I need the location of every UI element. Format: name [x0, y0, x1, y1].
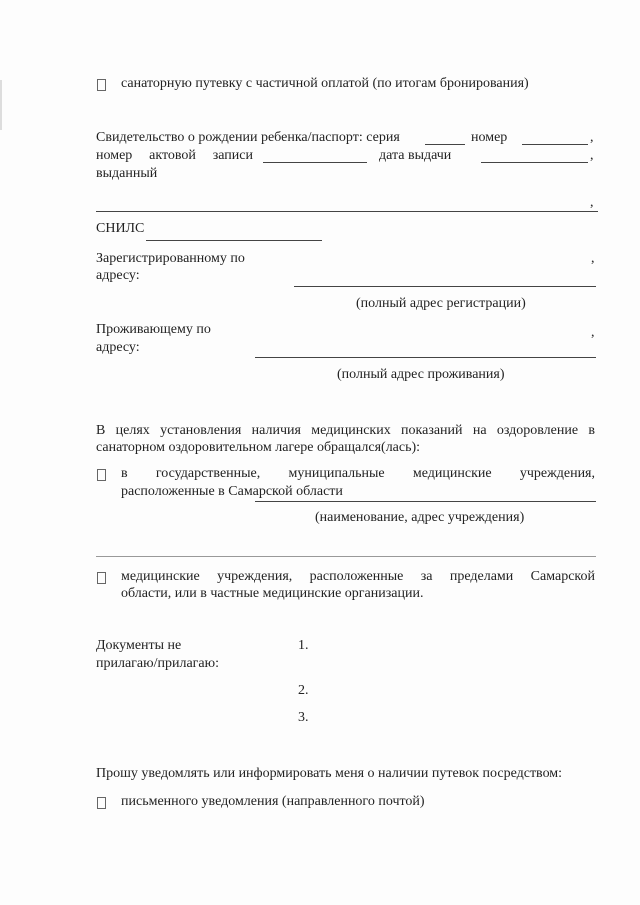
issued-by-comma: , — [590, 195, 594, 210]
registered-address-caption: (полный адрес регистрации) — [356, 296, 526, 311]
registered-comma: , — [591, 251, 595, 266]
residing-address-caption: (полный адрес проживания) — [337, 367, 505, 382]
document-item-3: 3. — [298, 710, 309, 725]
document-item-2: 2. — [298, 683, 309, 698]
issued-by-field[interactable] — [96, 211, 598, 212]
state-institutions-line2: расположенные в Самарской области — [121, 484, 343, 499]
private-institutions-line2: области, или в частные медицинские организации. — [121, 586, 424, 601]
issue-date-label: дата выдачи — [379, 148, 452, 163]
cert-series-field[interactable] — [425, 144, 465, 145]
registered-label-line1: Зарегистрированному по — [96, 251, 245, 266]
institution-field[interactable] — [255, 501, 596, 502]
private-institutions-checkbox[interactable] — [97, 572, 106, 584]
cert-comma-1: , — [590, 130, 594, 145]
issue-date-field[interactable] — [481, 162, 588, 163]
birth-cert-label: Свидетельство о рождении ребенка/паспорт: серия — [96, 130, 400, 145]
residing-label-line1: Проживающему по — [96, 322, 211, 337]
residing-label-line2: адресу: — [96, 340, 140, 355]
mail-notify-checkbox[interactable] — [97, 797, 106, 809]
institution-field-2[interactable] — [96, 556, 596, 557]
medical-intro-line2: санаторном оздоровительном лагере обращался(лась): — [96, 440, 421, 455]
mail-notify-option-text: письменного уведомления (направленного почтой) — [121, 794, 425, 809]
record-number-label: номер актовой записи — [96, 148, 253, 163]
record-number-field[interactable] — [263, 162, 367, 163]
state-institutions-checkbox[interactable] — [97, 469, 106, 481]
snils-label: СНИЛС — [96, 221, 145, 236]
snils-field[interactable] — [146, 240, 322, 241]
documents-label-line1: Документы не — [96, 638, 182, 653]
residing-comma: , — [591, 325, 595, 340]
cert-number-field[interactable] — [522, 144, 588, 145]
document-item-1: 1. — [298, 638, 309, 653]
partial-payment-option-text: санаторную путевку с частичной оплатой (по итогам бронирования) — [121, 76, 529, 91]
registered-label-line2: адресу: — [96, 268, 140, 283]
cert-number-label: номер — [471, 130, 508, 145]
medical-intro-line1: В целях установления наличия медицинских показаний на оздоровление в — [96, 423, 595, 438]
documents-label-line2: прилагаю/прилагаю: — [96, 656, 219, 671]
institution-caption: (наименование, адрес учреждения) — [315, 510, 525, 525]
cert-comma-2: , — [590, 148, 594, 163]
private-institutions-line1: медицинские учреждения, расположенные за пределами Самарской — [121, 569, 595, 584]
residing-address-field[interactable] — [255, 357, 596, 358]
issued-by-label: выданный — [96, 166, 158, 181]
registered-address-field[interactable] — [294, 286, 596, 287]
scan-edge-shadow — [0, 80, 2, 130]
notify-intro: Прошу уведомлять или информировать меня о наличии путевок посредством: — [96, 766, 563, 781]
state-institutions-line1: в государственные, муниципальные медицинские учреждения, — [121, 466, 596, 481]
partial-payment-checkbox[interactable] — [97, 79, 106, 91]
